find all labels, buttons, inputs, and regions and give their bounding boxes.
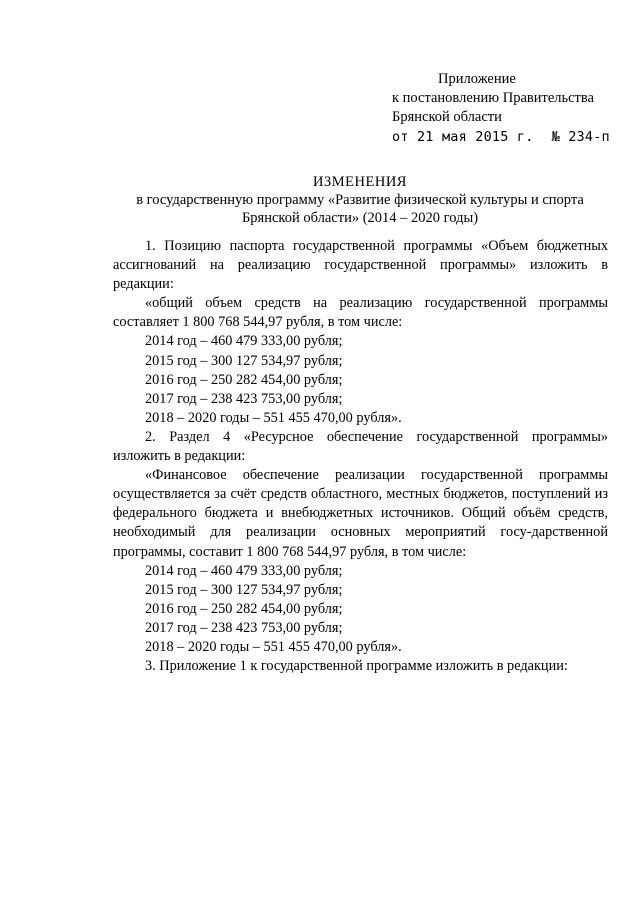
document-body bbox=[113, 237, 608, 676]
section1-years-2018-2020: 2018 – 2020 годы – 551 455 470,00 рубля». bbox=[145, 409, 402, 426]
appendix-title: Приложение bbox=[438, 71, 516, 87]
section2-intro: 2. Раздел 4 «Ресурсное обеспечение государственной программы» изложить в редакции: bbox=[113, 428, 608, 465]
heading-region-line: Брянской области» (2014 – 2020 годы) bbox=[241, 210, 479, 226]
section1-year-2017: 2017 год – 238 423 753,00 рубля; bbox=[145, 390, 343, 407]
section2-quote: «Финансовое обеспечение реализации государственной программы осуществляется за счёт средств областного, местных бюджетов, поступлений из федерального бюджета и внебюджетных источников. Общий объём средств, необходимый для реализации основных мероприятий госу-дарственной программы, составит 1 800 768 544,97 рубля, в том числе: bbox=[113, 467, 608, 560]
appendix-number: № 234-п bbox=[551, 129, 610, 145]
appendix-date: от 21 мая 2015 г. bbox=[392, 129, 534, 145]
heading-title: ИЗМЕНЕНИЯ bbox=[313, 174, 407, 190]
section2-year-2017: 2017 год – 238 423 753,00 рубля; bbox=[145, 619, 343, 636]
section1-year-2016: 2016 год – 250 282 454,00 рубля; bbox=[145, 371, 343, 388]
section1-quote: «общий объем средств на реализацию государственной программы составляет 1 800 768 544,97 рубля, в том числе: bbox=[113, 295, 608, 331]
section1-year-2014: 2014 год – 460 479 333,00 рубля; bbox=[145, 333, 343, 350]
appendix-date-number bbox=[392, 128, 632, 147]
document-heading bbox=[90, 173, 630, 227]
section1-intro: 1. Позицию паспорта государственной программы «Объем бюджетных ассигнований на реализацию государственной программы» изложить в редакции: bbox=[113, 238, 608, 293]
appendix-decree-line: к постановлению Правительства bbox=[392, 90, 594, 106]
section2-year-2015: 2015 год – 300 127 534,97 рубля; bbox=[145, 581, 343, 598]
section2-year-2014: 2014 год – 460 479 333,00 рубля; bbox=[145, 562, 343, 579]
appendix-block bbox=[392, 70, 632, 147]
section3-text: 3. Приложение 1 к государственной программе изложить в редакции: bbox=[145, 658, 568, 675]
section1-year-2015: 2015 год – 300 127 534,97 рубля; bbox=[145, 352, 343, 369]
heading-program-line: в государственную программу «Развитие физической культуры и спорта bbox=[136, 192, 584, 208]
section2-years-2018-2020: 2018 – 2020 годы – 551 455 470,00 рубля». bbox=[145, 638, 402, 655]
section2-year-2016: 2016 год – 250 282 454,00 рубля; bbox=[145, 600, 343, 617]
appendix-region-line: Брянской области bbox=[392, 109, 502, 125]
